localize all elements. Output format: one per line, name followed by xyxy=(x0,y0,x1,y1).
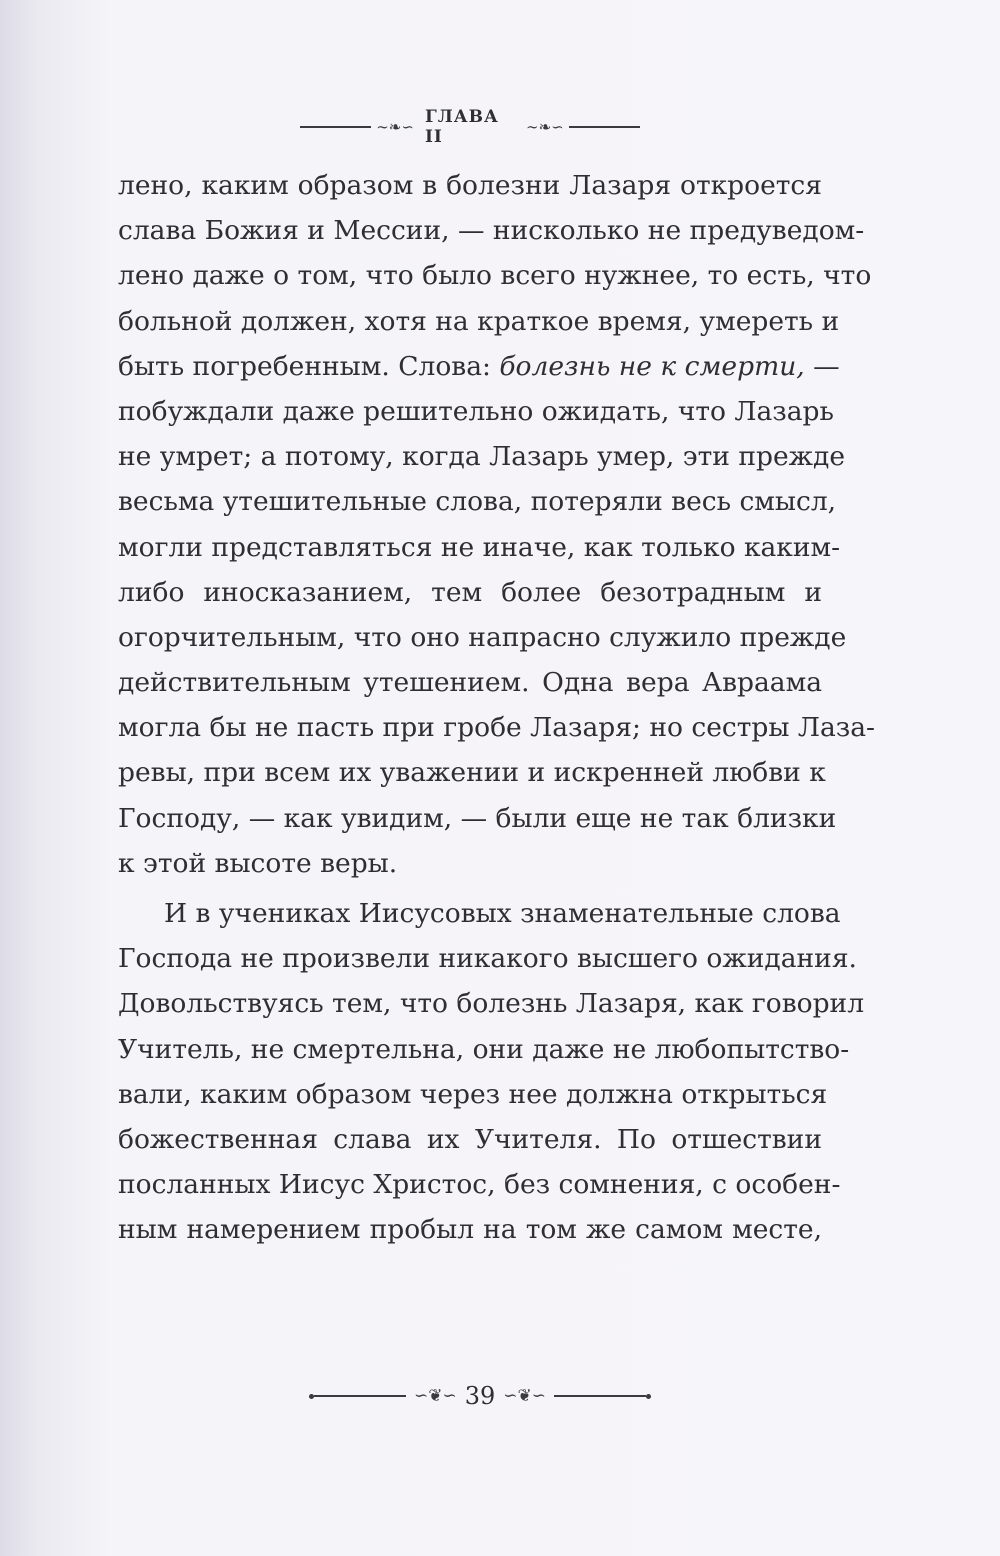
text-segment: божественная слава их Учителя. По отшествии xyxy=(118,1123,822,1155)
footer-dot-right xyxy=(646,1394,651,1399)
text-line xyxy=(118,1207,822,1252)
text-line xyxy=(118,344,840,389)
text-line xyxy=(118,208,865,253)
running-head-rule-left xyxy=(300,126,371,128)
text-segment: не умрет; а потому, когда Лазарь умер, эти прежде xyxy=(118,441,846,473)
text-segment: больной должен, хотя на краткое время, умереть и xyxy=(118,305,840,337)
text-line xyxy=(118,841,822,886)
text-line xyxy=(118,1072,828,1117)
text-segment: могла бы не пасть при гробе Лазаря; но сестры Лаза- xyxy=(118,712,875,744)
text-segment: ным намерением пробыл на том же самом месте, xyxy=(118,1214,822,1246)
text-line xyxy=(118,891,841,936)
text-line xyxy=(118,434,846,479)
text-segment: весьма утешительные слова, потеряли весь смысл, xyxy=(118,486,837,518)
text-segment: действительным утешением. Одна вера Авраама xyxy=(118,667,822,699)
text-segment: к этой высоте веры. xyxy=(118,847,398,879)
text-line xyxy=(118,389,834,434)
text-segment: Учитель, не смертельна, они даже не любопытство- xyxy=(118,1033,850,1065)
text-segment: огорчительным, что оно напрасно служило прежде xyxy=(118,621,847,653)
text-line xyxy=(118,1117,822,1162)
text-line xyxy=(118,299,840,344)
running-head xyxy=(300,107,640,147)
text-line xyxy=(118,936,857,981)
body-text xyxy=(118,163,875,1253)
footer-rule-left xyxy=(314,1395,406,1397)
text-line xyxy=(118,525,841,570)
footer-ornament-right: ∽❦∽ xyxy=(503,1385,546,1406)
text-line xyxy=(118,570,822,615)
text-segment: И в учениках Иисусовых знаменательные слова xyxy=(164,898,841,929)
text-segment: слава Божия и Мессии, — нисколько не предуведом- xyxy=(118,215,865,247)
text-line xyxy=(118,253,872,298)
text-line xyxy=(118,705,875,750)
text-line xyxy=(118,1162,841,1207)
running-head-ornament-left: ∼❧∽ xyxy=(376,117,414,136)
paragraph xyxy=(118,891,865,1253)
text-line xyxy=(118,750,826,795)
text-segment: быть погребенным. Слова: xyxy=(118,350,500,382)
running-head-ornament-right: ∼❧∽ xyxy=(526,117,564,136)
text-segment: либо иносказанием, тем более безотрадным и xyxy=(118,576,822,608)
text-segment: посланных Иисус Христос, без сомнения, с особен- xyxy=(118,1169,841,1201)
footer-ornament-left: ∽❦∽ xyxy=(413,1385,457,1406)
text-line xyxy=(118,1027,850,1072)
text-segment: — xyxy=(804,350,840,382)
text-segment: Господа не произвели никакого высшего ожидания. xyxy=(118,943,857,975)
page-footer xyxy=(290,1378,670,1414)
text-segment: лено даже о том, что было всего нужнее, то есть, что xyxy=(118,260,872,292)
italic-quote: болезнь не к смерти, xyxy=(499,350,805,382)
text-line xyxy=(118,796,837,841)
text-line xyxy=(118,660,822,705)
running-head-rule-right xyxy=(569,126,640,128)
text-line xyxy=(118,981,865,1026)
footer-rule-right xyxy=(554,1395,646,1397)
text-segment: вали, каким образом через нее должна открыться xyxy=(118,1078,828,1110)
page-number: 39 xyxy=(464,1382,496,1410)
text-line xyxy=(118,163,822,208)
text-line xyxy=(118,615,847,660)
text-segment: могли представляться не иначе, как только каким- xyxy=(118,531,841,563)
paragraph xyxy=(118,163,875,886)
chapter-title: ГЛАВА II xyxy=(424,107,499,147)
text-segment: Довольствуясь тем, что болезнь Лазаря, как говорил xyxy=(118,988,865,1020)
text-segment: побуждали даже решительно ожидать, что Лазарь xyxy=(118,395,834,427)
text-segment: Господу, — как увидим, — были еще не так близки xyxy=(118,802,837,834)
text-line xyxy=(118,479,837,524)
text-segment: ревы, при всем их уважении и искренней любви к xyxy=(118,757,826,789)
text-segment: лено, каким образом в болезни Лазаря откроется xyxy=(118,170,822,201)
